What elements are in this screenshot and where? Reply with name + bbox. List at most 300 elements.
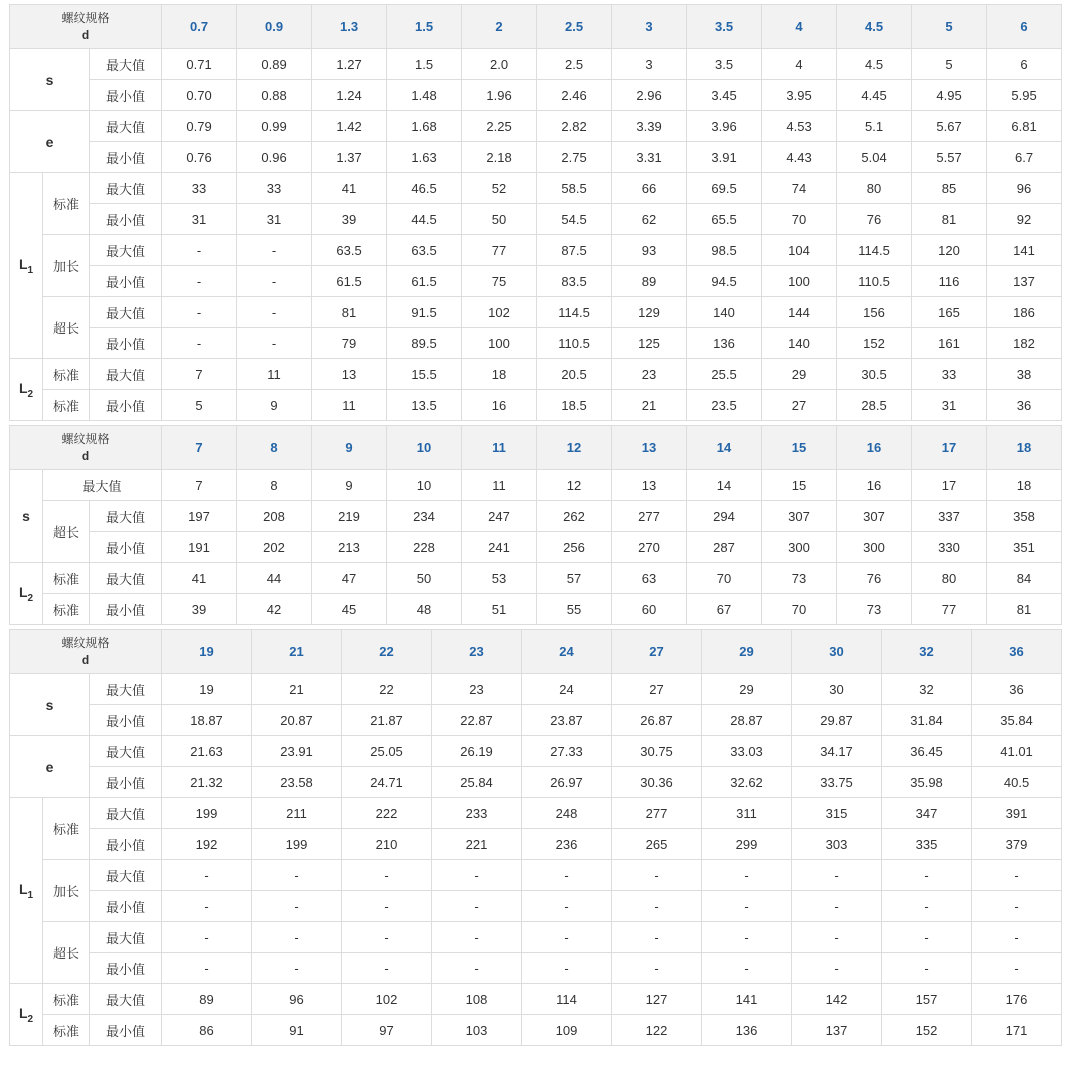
value-cell: 12 (537, 470, 612, 501)
value-cell: 11 (237, 359, 312, 390)
value-cell: 7 (162, 359, 237, 390)
table-row (10, 705, 1062, 736)
value-cell: 219 (312, 501, 387, 532)
value-cell: 16 (837, 470, 912, 501)
value-cell: - (162, 891, 252, 922)
value-cell: 287 (687, 532, 762, 563)
value-cell: 96 (252, 984, 342, 1015)
value-cell: 129 (612, 297, 687, 328)
value-cell: 63.5 (387, 235, 462, 266)
table-row (10, 359, 1062, 390)
value-cell: - (792, 860, 882, 891)
value-cell: 27 (612, 674, 702, 705)
value-cell: - (162, 297, 237, 328)
value-cell: 30.5 (837, 359, 912, 390)
value-cell: 89 (162, 984, 252, 1015)
value-cell: 76 (837, 563, 912, 594)
value-cell: 48 (387, 594, 462, 625)
value-cell: 2.5 (537, 49, 612, 80)
value-cell: 351 (987, 532, 1062, 563)
value-cell: 21 (252, 674, 342, 705)
label-max: 最大值 (90, 173, 162, 204)
value-cell: 27 (762, 390, 837, 421)
value-cell: 57 (537, 563, 612, 594)
value-cell: 116 (912, 266, 987, 297)
value-cell: 39 (312, 204, 387, 235)
value-cell: 4.43 (762, 142, 837, 173)
value-cell: 29 (702, 674, 792, 705)
value-cell: 114.5 (837, 235, 912, 266)
value-cell: 21.87 (342, 705, 432, 736)
value-cell: 26.87 (612, 705, 702, 736)
value-cell: 22.87 (432, 705, 522, 736)
value-cell: 36 (987, 390, 1062, 421)
value-cell: 197 (162, 501, 237, 532)
value-cell: 311 (702, 798, 792, 829)
size-cell: 4 (762, 5, 837, 49)
value-cell: 186 (987, 297, 1062, 328)
group-e: e (10, 111, 90, 173)
value-cell: - (432, 922, 522, 953)
value-cell: 33.75 (792, 767, 882, 798)
value-cell: 192 (162, 829, 252, 860)
label-max: 最大值 (90, 984, 162, 1015)
value-cell: 23.58 (252, 767, 342, 798)
table-row (10, 297, 1062, 328)
value-cell: 110.5 (537, 328, 612, 359)
value-cell: 50 (462, 204, 537, 235)
value-cell: 1.96 (462, 80, 537, 111)
value-cell: - (237, 297, 312, 328)
value-cell: 210 (342, 829, 432, 860)
size-cell: 10 (387, 426, 462, 470)
spec-title: 螺纹规格 (61, 635, 110, 650)
value-cell: - (342, 922, 432, 953)
value-cell: 70 (762, 204, 837, 235)
value-cell: 2.75 (537, 142, 612, 173)
label-min: 最小值 (90, 891, 162, 922)
value-cell: 0.70 (162, 80, 237, 111)
value-cell: 191 (162, 532, 237, 563)
value-cell: 11 (312, 390, 387, 421)
header-row (10, 5, 1062, 49)
value-cell: 27.33 (522, 736, 612, 767)
value-cell: 50 (387, 563, 462, 594)
table-row (10, 204, 1062, 235)
value-cell: 103 (432, 1015, 522, 1046)
value-cell: 18 (987, 470, 1062, 501)
value-cell: 86 (162, 1015, 252, 1046)
value-cell: 28.5 (837, 390, 912, 421)
value-cell: 35.84 (972, 705, 1062, 736)
value-cell: - (522, 953, 612, 984)
label-min: 最小值 (90, 1015, 162, 1046)
value-cell: - (432, 860, 522, 891)
size-cell: 19 (162, 630, 252, 674)
value-cell: 152 (837, 328, 912, 359)
value-cell: 28.87 (702, 705, 792, 736)
value-cell: - (702, 953, 792, 984)
size-cell: 16 (837, 426, 912, 470)
sub-standard: 标准 (43, 594, 90, 625)
value-cell: 141 (702, 984, 792, 1015)
value-cell: 53 (462, 563, 537, 594)
value-cell: 87.5 (537, 235, 612, 266)
sub-standard: 标准 (43, 984, 90, 1015)
value-cell: 98.5 (687, 235, 762, 266)
value-cell: 31 (912, 390, 987, 421)
spec-header (10, 5, 162, 49)
value-cell: 152 (882, 1015, 972, 1046)
value-cell: 80 (837, 173, 912, 204)
value-cell: 262 (537, 501, 612, 532)
label-min: 最小值 (90, 142, 162, 173)
value-cell: 4 (762, 49, 837, 80)
value-cell: 5.57 (912, 142, 987, 173)
value-cell: 23.87 (522, 705, 612, 736)
value-cell: 20.5 (537, 359, 612, 390)
value-cell: 3.91 (687, 142, 762, 173)
value-cell: 1.27 (312, 49, 387, 80)
label-min: 最小值 (90, 390, 162, 421)
value-cell: 144 (762, 297, 837, 328)
value-cell: 40.5 (972, 767, 1062, 798)
value-cell: 39 (162, 594, 237, 625)
value-cell: 0.88 (237, 80, 312, 111)
header-row (10, 630, 1062, 674)
value-cell: 109 (522, 1015, 612, 1046)
table-row (10, 891, 1062, 922)
value-cell: - (252, 891, 342, 922)
size-cell: 3 (612, 5, 687, 49)
label-max: 最大值 (90, 297, 162, 328)
value-cell: 0.71 (162, 49, 237, 80)
value-cell: 77 (462, 235, 537, 266)
size-cell: 18 (987, 426, 1062, 470)
value-cell: - (702, 891, 792, 922)
value-cell: - (972, 891, 1062, 922)
sub-standard: 标准 (43, 390, 90, 421)
value-cell: - (972, 953, 1062, 984)
value-cell: 104 (762, 235, 837, 266)
group-l1 (10, 173, 43, 359)
label-max: 最大值 (90, 860, 162, 891)
spec-table-3 (9, 629, 1062, 1046)
value-cell: 46.5 (387, 173, 462, 204)
sub-standard: 标准 (43, 359, 90, 390)
value-cell: 136 (702, 1015, 792, 1046)
value-cell: 13 (612, 470, 687, 501)
value-cell: 70 (762, 594, 837, 625)
group-l2 (10, 984, 43, 1046)
l1-subscript: 1 (27, 889, 34, 901)
value-cell: 140 (687, 297, 762, 328)
value-cell: - (612, 953, 702, 984)
value-cell: 114.5 (537, 297, 612, 328)
value-cell: 165 (912, 297, 987, 328)
value-cell: 41 (312, 173, 387, 204)
label-max: 最大值 (90, 359, 162, 390)
sub-lengthened: 加长 (43, 860, 90, 922)
value-cell: 4.5 (837, 49, 912, 80)
size-cell: 2 (462, 5, 537, 49)
value-cell: 76 (837, 204, 912, 235)
table-row (10, 674, 1062, 705)
value-cell: 35.98 (882, 767, 972, 798)
spec-title: 螺纹规格 (61, 431, 110, 446)
value-cell: 300 (762, 532, 837, 563)
value-cell: 83.5 (537, 266, 612, 297)
value-cell: 8 (237, 470, 312, 501)
value-cell: 5 (912, 49, 987, 80)
value-cell: 42 (237, 594, 312, 625)
value-cell: 32.62 (702, 767, 792, 798)
value-cell: - (882, 860, 972, 891)
sub-lengthened: 加长 (43, 235, 90, 297)
value-cell: 140 (762, 328, 837, 359)
table-row (10, 235, 1062, 266)
value-cell: 277 (612, 501, 687, 532)
size-cell: 27 (612, 630, 702, 674)
value-cell: 23.5 (687, 390, 762, 421)
value-cell: 16 (462, 390, 537, 421)
value-cell: - (342, 860, 432, 891)
value-cell: 55 (537, 594, 612, 625)
value-cell: 2.18 (462, 142, 537, 173)
value-cell: 31.84 (882, 705, 972, 736)
value-cell: - (882, 953, 972, 984)
size-cell: 30 (792, 630, 882, 674)
value-cell: 29 (762, 359, 837, 390)
value-cell: 80 (912, 563, 987, 594)
value-cell: - (252, 953, 342, 984)
value-cell: 36.45 (882, 736, 972, 767)
value-cell: 1.48 (387, 80, 462, 111)
l2-letter: L (18, 1004, 28, 1021)
value-cell: 307 (762, 501, 837, 532)
value-cell: 100 (462, 328, 537, 359)
value-cell: 1.42 (312, 111, 387, 142)
size-cell: 23 (432, 630, 522, 674)
label-min: 最小值 (90, 204, 162, 235)
value-cell: 81 (312, 297, 387, 328)
value-cell: 45 (312, 594, 387, 625)
value-cell: 89 (612, 266, 687, 297)
value-cell: 13 (312, 359, 387, 390)
value-cell: 303 (792, 829, 882, 860)
value-cell: 19 (162, 674, 252, 705)
value-cell: 358 (987, 501, 1062, 532)
value-cell: 41.01 (972, 736, 1062, 767)
value-cell: 2.46 (537, 80, 612, 111)
value-cell: 63.5 (312, 235, 387, 266)
value-cell: 4.95 (912, 80, 987, 111)
value-cell: 0.79 (162, 111, 237, 142)
value-cell: 5.1 (837, 111, 912, 142)
value-cell: 14 (687, 470, 762, 501)
value-cell: 22 (342, 674, 432, 705)
value-cell: 347 (882, 798, 972, 829)
value-cell: 21.32 (162, 767, 252, 798)
value-cell: 96 (987, 173, 1062, 204)
value-cell: 24.71 (342, 767, 432, 798)
value-cell: 202 (237, 532, 312, 563)
spec-table-2 (9, 425, 1062, 625)
value-cell: - (612, 922, 702, 953)
table-row (10, 922, 1062, 953)
spec-symbol: d (81, 27, 90, 42)
table-row (10, 470, 1062, 501)
size-cell: 13 (612, 426, 687, 470)
value-cell: 5 (162, 390, 237, 421)
table-row (10, 984, 1062, 1015)
table-row (10, 501, 1062, 532)
value-cell: 270 (612, 532, 687, 563)
size-cell: 14 (687, 426, 762, 470)
value-cell: 11 (462, 470, 537, 501)
table-row (10, 111, 1062, 142)
size-cell: 22 (342, 630, 432, 674)
sub-extra-long: 超长 (43, 297, 90, 359)
value-cell: 120 (912, 235, 987, 266)
value-cell: 20.87 (252, 705, 342, 736)
value-cell: 89.5 (387, 328, 462, 359)
value-cell: - (252, 860, 342, 891)
table-row (10, 1015, 1062, 1046)
table-row (10, 563, 1062, 594)
value-cell: 6.81 (987, 111, 1062, 142)
value-cell: - (342, 891, 432, 922)
value-cell: - (162, 860, 252, 891)
value-cell: 85 (912, 173, 987, 204)
value-cell: 70 (687, 563, 762, 594)
value-cell: 73 (762, 563, 837, 594)
size-cell: 24 (522, 630, 612, 674)
value-cell: 73 (837, 594, 912, 625)
value-cell: - (882, 922, 972, 953)
value-cell: 102 (342, 984, 432, 1015)
value-cell: 29.87 (792, 705, 882, 736)
value-cell: 62 (612, 204, 687, 235)
label-max: 最大值 (90, 674, 162, 705)
sub-standard: 标准 (43, 173, 90, 235)
value-cell: - (252, 922, 342, 953)
table-row (10, 328, 1062, 359)
value-cell: - (972, 922, 1062, 953)
value-cell: 137 (792, 1015, 882, 1046)
value-cell: 61.5 (387, 266, 462, 297)
value-cell: 91.5 (387, 297, 462, 328)
value-cell: 5.95 (987, 80, 1062, 111)
value-cell: 1.63 (387, 142, 462, 173)
value-cell: 176 (972, 984, 1062, 1015)
size-cell: 36 (972, 630, 1062, 674)
value-cell: 2.96 (612, 80, 687, 111)
value-cell: 379 (972, 829, 1062, 860)
value-cell: 41 (162, 563, 237, 594)
group-s: s (10, 674, 90, 736)
value-cell: - (162, 953, 252, 984)
value-cell: 300 (837, 532, 912, 563)
size-cell: 15 (762, 426, 837, 470)
value-cell: 1.24 (312, 80, 387, 111)
value-cell: 277 (612, 798, 702, 829)
label-min: 最小值 (90, 532, 162, 563)
l1-letter: L (18, 880, 28, 897)
value-cell: 199 (252, 829, 342, 860)
value-cell: 75 (462, 266, 537, 297)
value-cell: 2.82 (537, 111, 612, 142)
value-cell: 307 (837, 501, 912, 532)
table-row (10, 829, 1062, 860)
value-cell: 3.39 (612, 111, 687, 142)
sub-standard: 标准 (43, 563, 90, 594)
spec-header (10, 630, 162, 674)
value-cell: 18.5 (537, 390, 612, 421)
size-cell: 7 (162, 426, 237, 470)
size-cell: 1.5 (387, 5, 462, 49)
l1-letter: L (18, 255, 28, 272)
value-cell: 199 (162, 798, 252, 829)
value-cell: 84 (987, 563, 1062, 594)
spec-symbol: d (81, 448, 90, 463)
l1-subscript: 1 (27, 264, 34, 276)
value-cell: 234 (387, 501, 462, 532)
value-cell: 30.75 (612, 736, 702, 767)
value-cell: 5.67 (912, 111, 987, 142)
value-cell: 10 (387, 470, 462, 501)
value-cell: 36 (972, 674, 1062, 705)
value-cell: 25.84 (432, 767, 522, 798)
value-cell: 18 (462, 359, 537, 390)
value-cell: 34.17 (792, 736, 882, 767)
table-row (10, 266, 1062, 297)
value-cell: 44.5 (387, 204, 462, 235)
group-l2 (10, 563, 43, 625)
value-cell: 108 (432, 984, 522, 1015)
value-cell: 31 (237, 204, 312, 235)
l2-subscript: 2 (27, 388, 34, 400)
table-row (10, 953, 1062, 984)
value-cell: 256 (537, 532, 612, 563)
l2-subscript: 2 (27, 592, 34, 604)
size-cell: 12 (537, 426, 612, 470)
value-cell: 3 (612, 49, 687, 80)
label-min: 最小值 (90, 767, 162, 798)
size-cell: 29 (702, 630, 792, 674)
value-cell: - (342, 953, 432, 984)
label-min: 最小值 (90, 705, 162, 736)
value-cell: - (237, 235, 312, 266)
size-cell: 11 (462, 426, 537, 470)
value-cell: 63 (612, 563, 687, 594)
value-cell: 58.5 (537, 173, 612, 204)
value-cell: 1.68 (387, 111, 462, 142)
label-min: 最小值 (90, 328, 162, 359)
value-cell: - (522, 860, 612, 891)
value-cell: 94.5 (687, 266, 762, 297)
value-cell: 127 (612, 984, 702, 1015)
value-cell: 142 (792, 984, 882, 1015)
size-cell: 32 (882, 630, 972, 674)
table-row (10, 767, 1062, 798)
value-cell: 3.96 (687, 111, 762, 142)
value-cell: 141 (987, 235, 1062, 266)
value-cell: 221 (432, 829, 522, 860)
value-cell: 33.03 (702, 736, 792, 767)
value-cell: 2.25 (462, 111, 537, 142)
value-cell: 30.36 (612, 767, 702, 798)
